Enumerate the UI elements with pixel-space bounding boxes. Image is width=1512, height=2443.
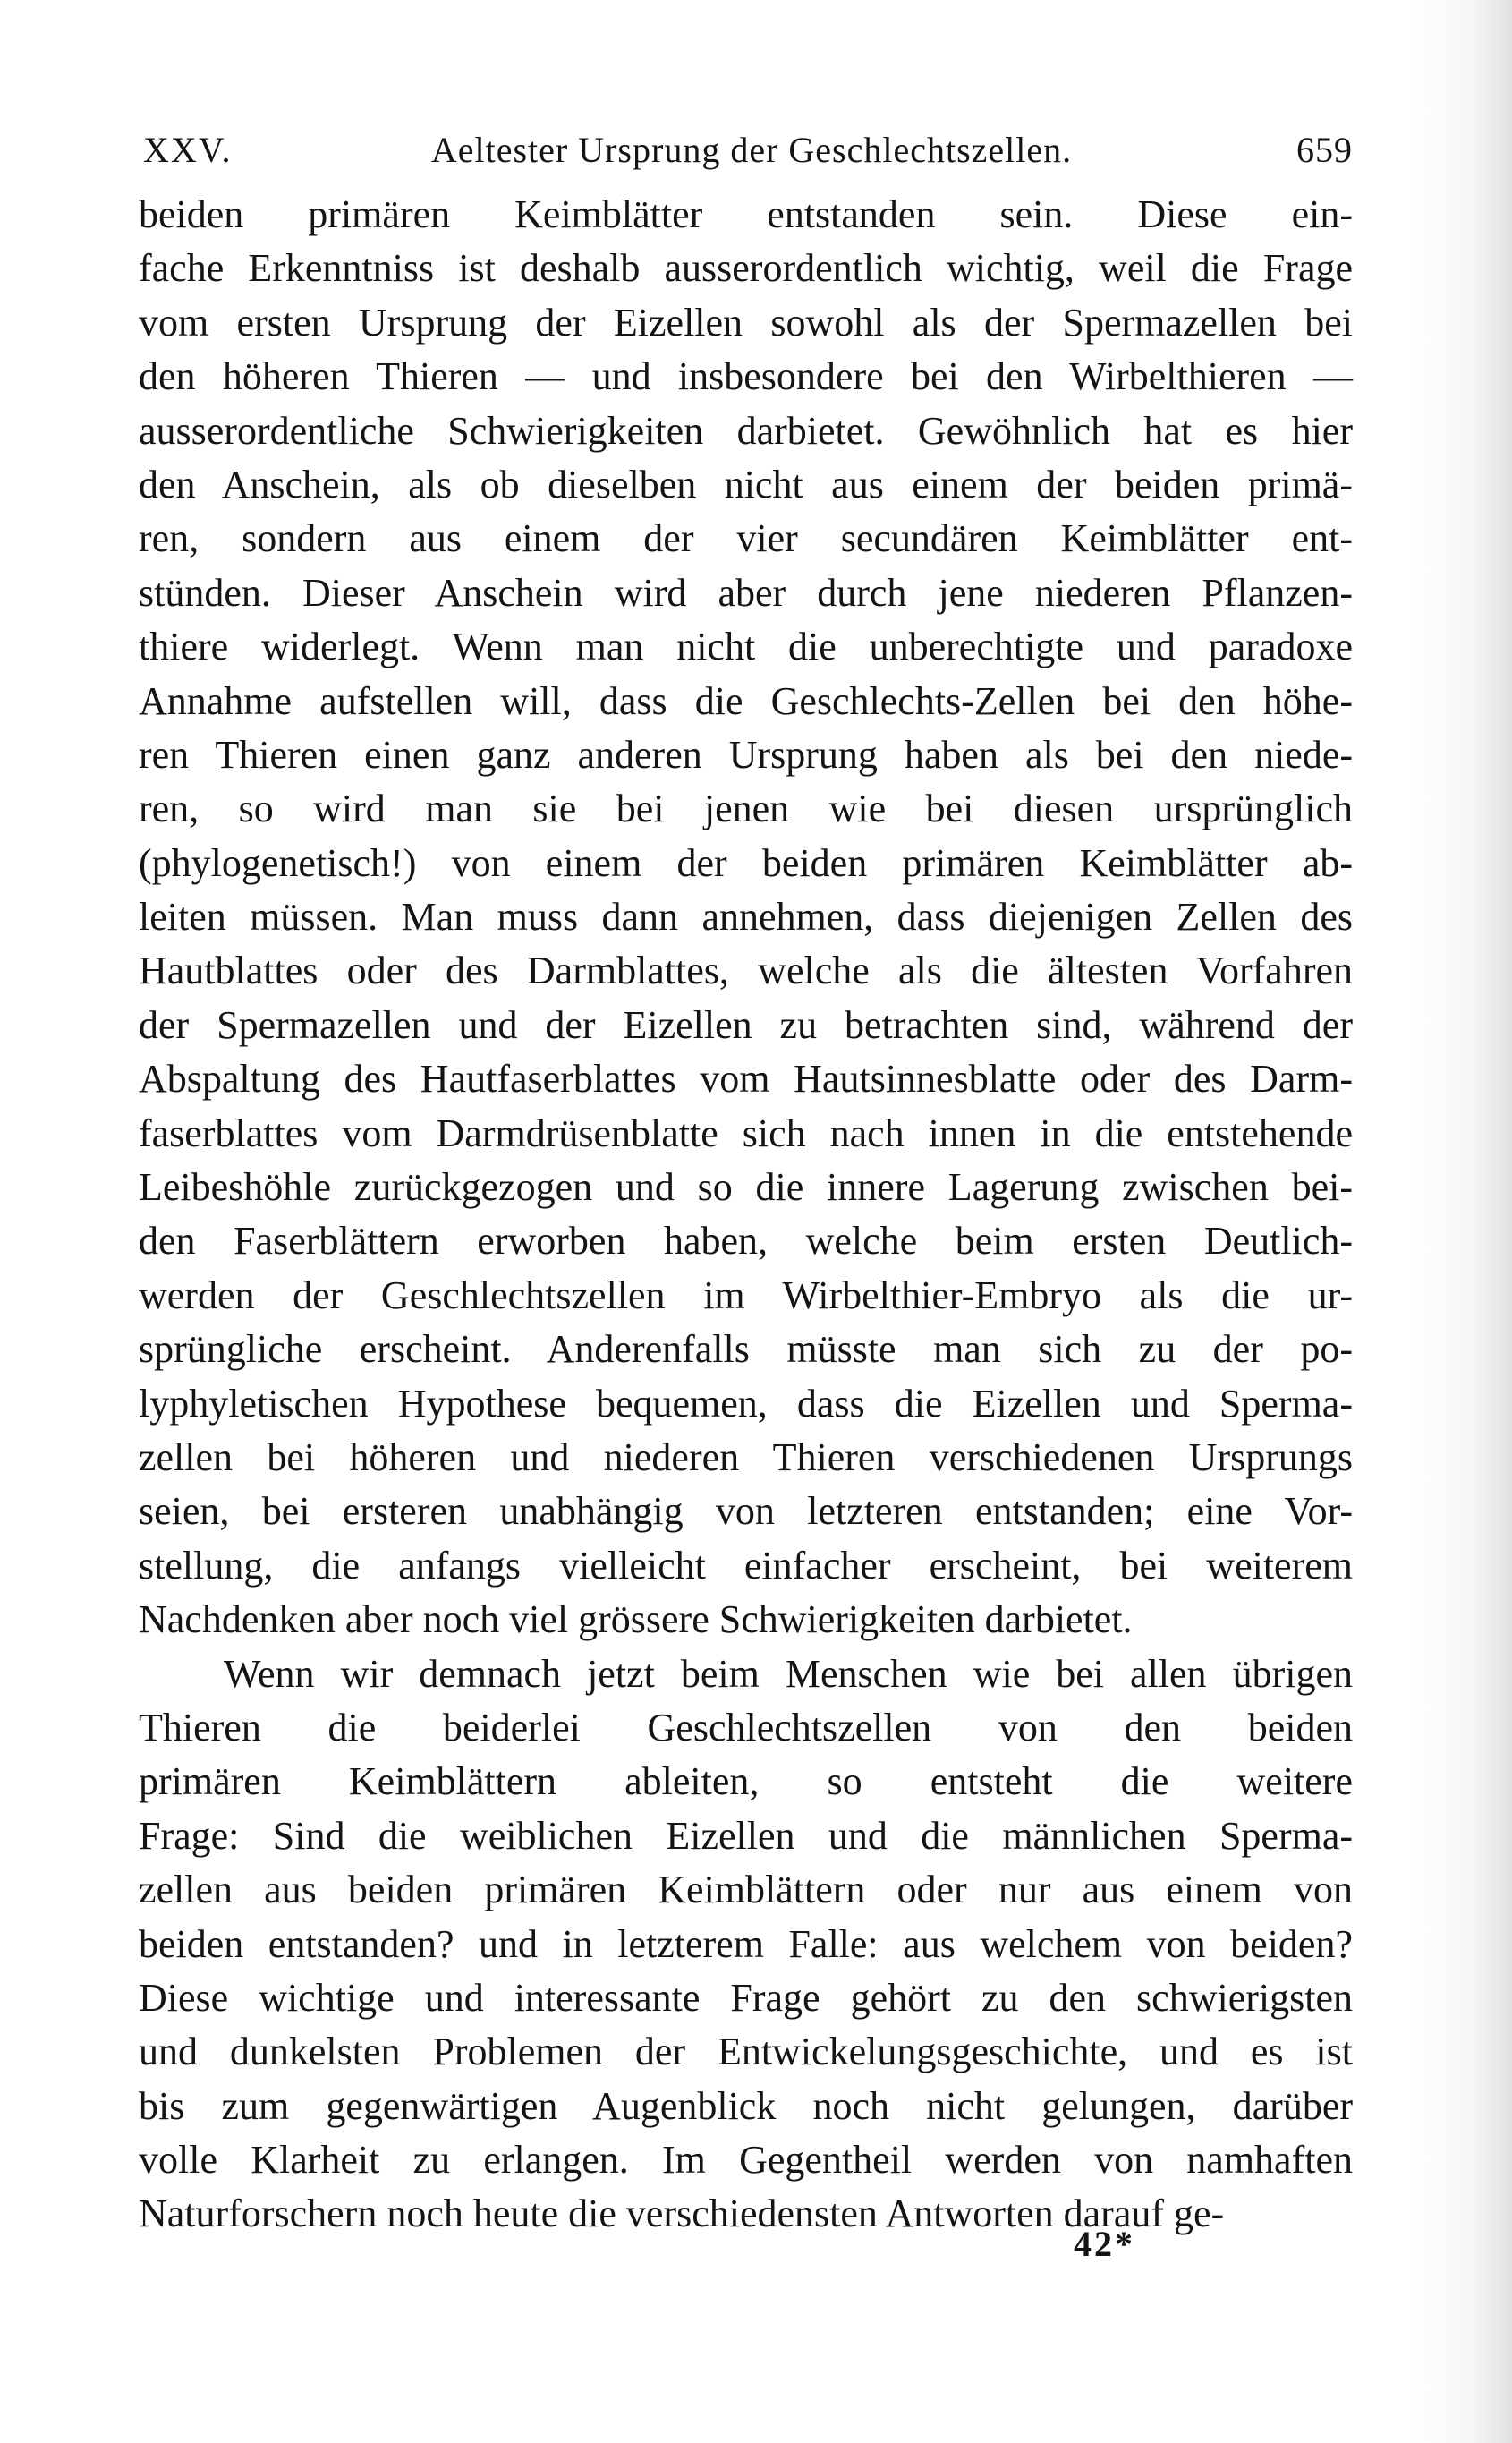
page-number: 659 bbox=[1296, 130, 1353, 170]
text-line: Thieren die beiderlei Geschlechtszellen von den beiden bbox=[139, 1705, 1353, 1749]
text-line: stellung, die anfangs vielleicht einfacher erscheint, bei weiterem bbox=[139, 1543, 1353, 1588]
text-line: Abspaltung des Hautfaserblattes vom Hautsinnesblatte oder des Darm- bbox=[139, 1057, 1353, 1102]
text-line: ren Thieren einen ganz anderen Ursprung haben als bei den niede- bbox=[139, 732, 1353, 777]
body-text bbox=[139, 188, 1353, 2242]
running-header bbox=[143, 123, 1353, 177]
running-title: Aeltester Ursprung der Geschlechtszellen. bbox=[430, 130, 1073, 170]
text-line: seien, bei ersteren unabhängig von letzteren entstanden; eine Vor- bbox=[139, 1489, 1353, 1534]
text-line: faserblattes vom Darmdrüsenblatte sich nach innen in die entstehende bbox=[139, 1111, 1353, 1155]
text-line: lyphyletischen Hypothese bequemen, dass die Eizellen und Sperma- bbox=[139, 1381, 1353, 1426]
text-line: stünden. Dieser Anschein wird aber durch jene niederen Pflanzen- bbox=[139, 570, 1353, 615]
text-line: und dunkelsten Problemen der Entwickelungsgeschichte, und es ist bbox=[139, 2030, 1353, 2074]
text-line: sprüngliche erscheint. Anderenfalls müsste man sich zu der po- bbox=[139, 1327, 1353, 1372]
text-line: Diese wichtige und interessante Frage gehört zu den schwierigsten bbox=[139, 1975, 1353, 2020]
text-line: Nachdenken aber noch viel grössere Schwierigkeiten darbietet. bbox=[139, 1597, 1133, 1642]
text-line: ren, so wird man sie bei jenen wie bei diesen ursprünglich bbox=[139, 787, 1353, 831]
text-line: zellen bei höheren und niederen Thieren verschiedenen Ursprungs bbox=[139, 1434, 1353, 1479]
text-line: Naturforschern noch heute die verschiedensten Antworten darauf ge- bbox=[139, 2192, 1225, 2236]
text-line: bis zum gegenwärtigen Augenblick noch nicht gelungen, darüber bbox=[139, 2083, 1353, 2128]
text-line: der Spermazellen und der Eizellen zu betrachten sind, während der bbox=[139, 1002, 1353, 1047]
text-line: beiden entstanden? und in letzterem Falle: aus welchem von beiden? bbox=[139, 1921, 1353, 1966]
paragraph bbox=[139, 188, 1353, 1647]
text-line: Wenn wir demnach jetzt beim Menschen wie bei allen übrigen bbox=[224, 1651, 1353, 1696]
paragraph bbox=[139, 1647, 1353, 2242]
page-edge-shadow bbox=[1414, 0, 1512, 2443]
text-line: beiden primären Keimblätter entstanden sein. Diese ein- bbox=[139, 192, 1353, 236]
text-line: ren, sondern aus einem der vier secundären Keimblätter ent- bbox=[139, 516, 1353, 561]
signature-mark: 42* bbox=[1074, 2224, 1135, 2264]
text-line: Hautblattes oder des Darmblattes, welche als die ältesten Vorfahren bbox=[139, 949, 1353, 993]
text-line: leiten müssen. Man muss dann annehmen, dass diejenigen Zellen des bbox=[139, 895, 1353, 940]
text-line: den Faserblättern erworben haben, welche beim ersten Deutlich- bbox=[139, 1219, 1353, 1264]
text-line: volle Klarheit zu erlangen. Im Gegentheil werden von namhaften bbox=[139, 2138, 1353, 2183]
text-line: den Anschein, als ob dieselben nicht aus einem der beiden primä- bbox=[139, 462, 1353, 506]
text-line: thiere widerlegt. Wenn man nicht die unberechtigte und paradoxe bbox=[139, 625, 1353, 669]
text-line: Annahme aufstellen will, dass die Geschlechts-Zellen bei den höhe- bbox=[139, 678, 1353, 723]
chapter-number: XXV. bbox=[143, 130, 233, 170]
text-line: ausserordentliche Schwierigkeiten darbietet. Gewöhnlich hat es hier bbox=[139, 408, 1353, 453]
text-line: Frage: Sind die weiblichen Eizellen und die männlichen Sperma- bbox=[139, 1813, 1353, 1858]
text-line: Leibeshöhle zurückgezogen und so die innere Lagerung zwischen bei- bbox=[139, 1165, 1353, 1210]
text-line: (phylogenetisch!) von einem der beiden primären Keimblätter ab- bbox=[139, 840, 1353, 885]
text-line: zellen aus beiden primären Keimblättern oder nur aus einem von bbox=[139, 1868, 1353, 1912]
text-line: vom ersten Ursprung der Eizellen sowohl als der Spermazellen bei bbox=[139, 300, 1353, 345]
text-line: fache Erkenntniss ist deshalb ausserordentlich wichtig, weil die Frage bbox=[139, 246, 1353, 291]
text-line: werden der Geschlechtszellen im Wirbelthier-Embryo als die ur- bbox=[139, 1273, 1353, 1317]
text-line: primären Keimblättern ableiten, so entsteht die weitere bbox=[139, 1759, 1353, 1804]
text-line: den höheren Thieren — und insbesondere bei den Wirbelthieren — bbox=[139, 354, 1353, 399]
